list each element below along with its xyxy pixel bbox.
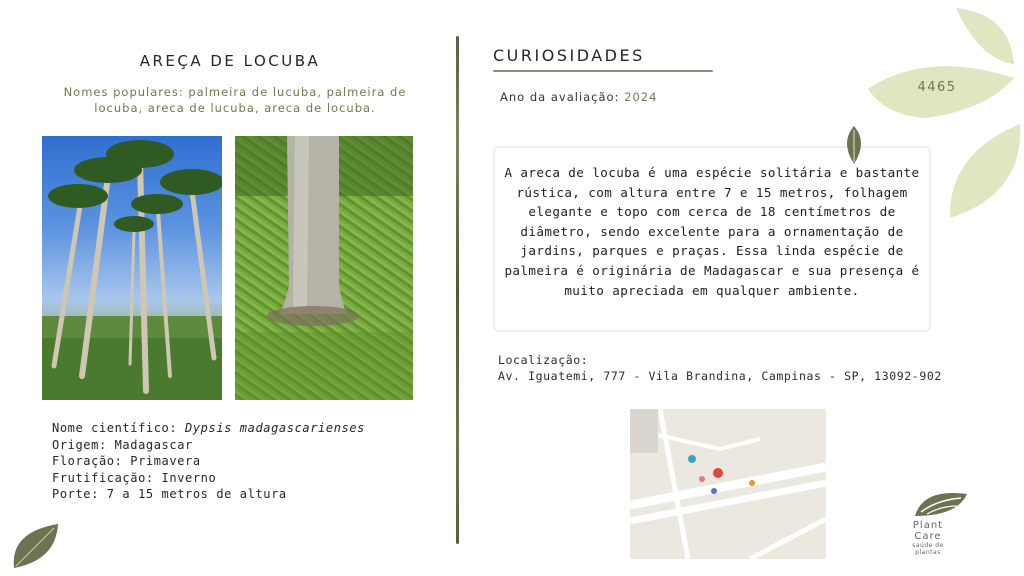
brand-logo-text (900, 520, 956, 556)
evaluation-year (500, 90, 657, 104)
brand-name: Plant Care (912, 520, 944, 542)
plant-info (52, 420, 365, 503)
popular-names: Nomes populares: palmeira de lucuba, palmeira de locuba, areca de lucuba, areca de locuba. (63, 85, 407, 115)
small-leaf-icon (842, 126, 866, 166)
scientific-name-line (52, 420, 365, 437)
flowering: Floração: Primavera (52, 454, 201, 468)
location-map[interactable] (630, 409, 826, 559)
column-divider (456, 36, 459, 544)
palm-trees-photo (42, 136, 222, 400)
scientific-name: Dypsis madagascarienses (185, 421, 365, 435)
eval-year: 2024 (624, 90, 658, 104)
scientific-label: Nome científico: (52, 421, 178, 435)
curiosities-title: CURIOSIDADES (493, 46, 645, 65)
plant-title: AREÇA DE LOCUBA (139, 52, 321, 70)
size: Porte: 7 a 15 metros de altura (52, 487, 287, 501)
origin: Origem: Madagascar (52, 437, 193, 452)
title-underline (493, 70, 713, 72)
fruiting: Frutificação: Inverno (52, 470, 217, 485)
plant-care-logo-icon (913, 486, 969, 520)
corner-leaf-icon (10, 522, 60, 570)
location-address: Av. Iguatemi, 777 - Vila Brandina, Campinas - SP, 13092-902 (498, 369, 942, 383)
brand-tagline: saúde de plantas (912, 542, 944, 556)
eval-label: Ano da avaliação: (500, 90, 620, 104)
location-label: Localização: (498, 353, 589, 367)
plant-code: 4465 (917, 80, 957, 95)
description-text: A areca de locuba é uma espécie solitária e bastante rústica, com altura entre 7 e 15 metros, folhagem elegante e topo com cerca de 18 centímetros de diâmetro, sendo excelente para a ornamentação de jardins, parques e praças. Essa linda espécie de palmeira é originária de Madagascar e sua presença é muito apreciada em qualquer ambiente. (504, 165, 920, 298)
palm-trunk-photo (235, 136, 413, 400)
